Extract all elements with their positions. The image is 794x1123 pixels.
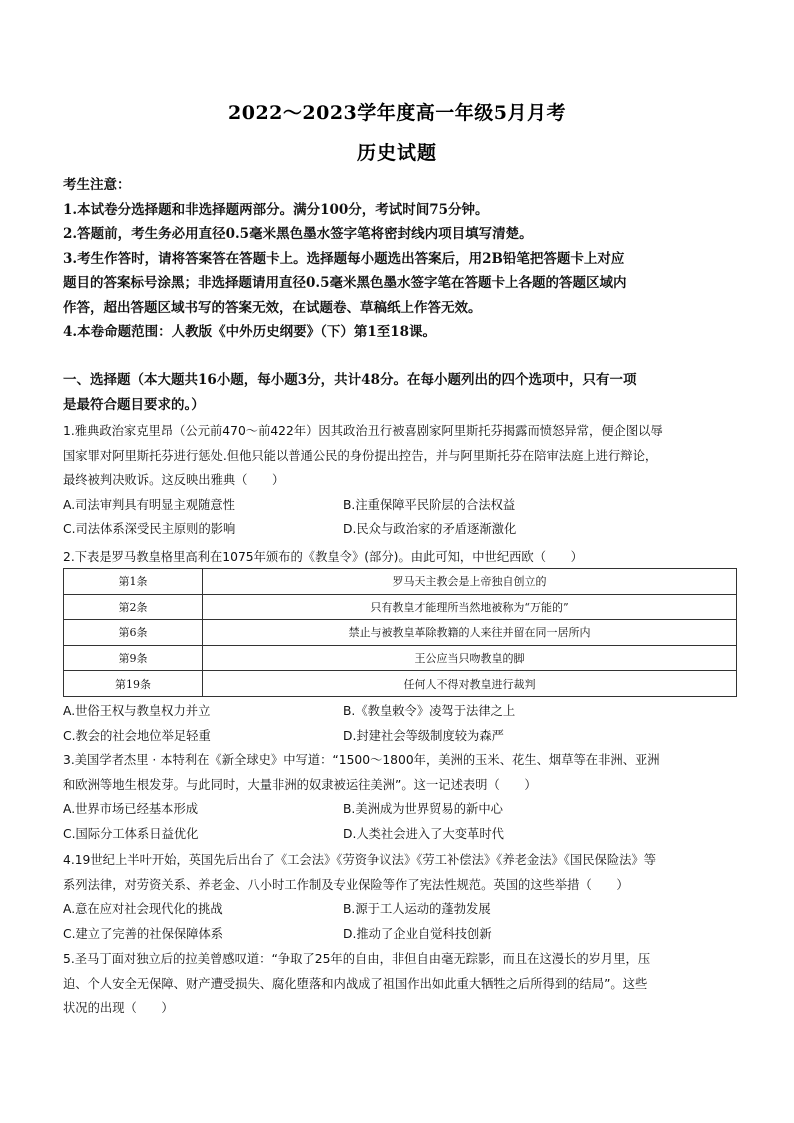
- option-c[interactable]: C.建立了完善的社保保障体系: [63, 926, 224, 941]
- content-cell: 任何人不得对教皇进行裁判: [203, 671, 737, 697]
- article-cell: 第1条: [64, 569, 203, 595]
- option-d[interactable]: D.推动了企业自觉科技创新: [343, 926, 492, 941]
- question-stem-line: 最终被判决败诉。这反映出雅典（ ）: [63, 473, 285, 487]
- options-row: [63, 822, 743, 847]
- question-stem-line: 1.雅典政治家克里昂（公元前470～前422年）因其政治丑行被喜剧家阿里斯托芬揭露而愤怒异常，便企图以辱: [63, 424, 663, 438]
- notice-line: 3.考生作答时，请将答案答在答题卡上。选择题每小题选出答案后，用2B铅笔把答题卡上对应: [63, 250, 625, 267]
- option-a[interactable]: A.世界市场已经基本形成: [63, 802, 199, 816]
- table-row: [64, 620, 737, 646]
- option-d[interactable]: D.民众与政治家的矛盾逐渐激化: [343, 522, 517, 536]
- options-row: [63, 724, 743, 749]
- article-cell: 第19条: [64, 671, 203, 697]
- question-stem-line: 状况的出现（ ）: [63, 1001, 174, 1015]
- table-row: [64, 645, 737, 671]
- question-stem-line: 国家罪对阿里斯托芬进行惩处.但他只能以普通公民的身份提出控告，并与阿里斯托芬在陪审法庭上进行辩论，: [63, 448, 658, 463]
- article-cell: 第9条: [64, 645, 203, 671]
- option-b[interactable]: B.美洲成为世界贸易的新中心: [343, 802, 503, 816]
- option-a[interactable]: A.世俗王权与教皇权力并立: [63, 704, 211, 718]
- question-stem-line: 系列法律，对劳资关系、养老金、八小时工作制及专业保险等作了宪法性规范。英国的这些举措（ ）: [63, 877, 629, 892]
- content-cell: 王公应当只吻教皇的脚: [203, 645, 737, 671]
- options-row: [63, 797, 743, 822]
- notice-line: 题目的答案标号涂黑；非选择题请用直径0.5毫米黑色墨水签字笔在答题卡上各题的答题区域内: [63, 275, 627, 291]
- options-row: [63, 493, 743, 518]
- notice-line: 1.本试卷分选择题和非选择题两部分。满分100分，考试时间75分钟。: [63, 201, 489, 218]
- exam-title: 2022～2023学年度高一年级5月月考: [228, 102, 566, 124]
- table-row: [64, 671, 737, 697]
- question-stem-line: 5.圣马丁面对独立后的拉美曾感叹道：“争取了25年的自由，非但自由毫无踪影，而且在这漫长的岁月里，压: [63, 952, 651, 966]
- article-cell: 第6条: [64, 620, 203, 646]
- options-row: [63, 699, 743, 724]
- option-c[interactable]: C.司法体系深受民主原则的影响: [63, 522, 236, 536]
- option-b[interactable]: B.《教皇敕令》凌驾于法律之上: [343, 704, 516, 718]
- option-a[interactable]: A.司法审判具有明显主观随意性: [63, 497, 235, 512]
- decree-table: [63, 568, 737, 697]
- notice-line: 4.本卷命题范围：人教版《中外历史纲要》（下）第1至18课。: [63, 324, 437, 340]
- question-2-options: [63, 699, 743, 748]
- section-heading-line: 是最符合题目要求的。）: [63, 396, 205, 413]
- table-row: [64, 569, 737, 595]
- article-cell: 第2条: [64, 594, 203, 620]
- question-1: [63, 419, 743, 542]
- question-stem-line: 迫、个人安全无保障、财产遭受损失、腐化堕落和内战成了祖国作出如此重大牺牲之后所得到的结局”。这些: [63, 976, 648, 991]
- question-stem-line: 和欧洲等地生根发芽。与此同时，大量非洲的奴隶被运往美洲”。这一记述表明（ ）: [63, 777, 537, 792]
- notice-heading: 考生注意：: [63, 177, 131, 193]
- options-row: [63, 517, 743, 542]
- question-stem-line: 3.美国学者杰里 · 本特利在《新全球史》中写道：“1500～1800年，美洲的玉米、花生、烟草等在非洲、亚洲: [63, 753, 660, 767]
- question-stem-line: 2.下表是罗马教皇格里高利在1075年颁布的《教皇令》(部分)。由此可知，中世纪西欧（ ）: [63, 550, 583, 564]
- option-d[interactable]: D.封建社会等级制度较为森严: [343, 728, 504, 743]
- options-row: [63, 897, 743, 922]
- option-b[interactable]: B.源于工人运动的蓬勃发展: [343, 902, 491, 916]
- question-stem-line: 4.19世纪上半叶开始，英国先后出台了《工会法》《劳资争议法》《劳工补偿法》《养老金法》《国民保险法》等: [63, 853, 657, 867]
- content-cell: 禁止与被教皇革除教籍的人来往并留在同一居所内: [203, 620, 737, 646]
- option-c[interactable]: C.教会的社会地位举足轻重: [63, 728, 211, 743]
- section-heading-line: 一、选择题（本大题共16小题，每小题3分，共计48分。在每小题列出的四个选项中，只有一项: [63, 372, 637, 388]
- notice-line: 2.答题前，考生务必用直径0.5毫米黑色墨水签字笔将密封线内项目填写清楚。: [63, 226, 533, 242]
- notice-block: [63, 173, 743, 345]
- exam-subtitle: 历史试题: [356, 142, 437, 164]
- option-c[interactable]: C.国际分工体系日益优化: [63, 826, 199, 841]
- content-cell: 罗马天主教会是上帝独自创立的: [203, 569, 737, 595]
- option-b[interactable]: B.注重保障平民阶层的合法权益: [343, 497, 516, 512]
- notice-line: 作答，超出答题区域书写的答案无效，在试题卷、草稿纸上作答无效。: [63, 299, 482, 316]
- options-row: [63, 922, 743, 947]
- table-row: [64, 594, 737, 620]
- content-cell: 只有教皇才能理所当然地被称为“万能的”: [203, 594, 737, 620]
- question-2: [63, 545, 743, 570]
- option-d[interactable]: D.人类社会进入了大变革时代: [343, 826, 504, 841]
- question-3: [63, 748, 743, 846]
- section-heading: [63, 368, 735, 417]
- question-5: [63, 947, 743, 1021]
- question-4: [63, 848, 743, 946]
- option-a[interactable]: A.意在应对社会现代化的挑战: [63, 902, 223, 916]
